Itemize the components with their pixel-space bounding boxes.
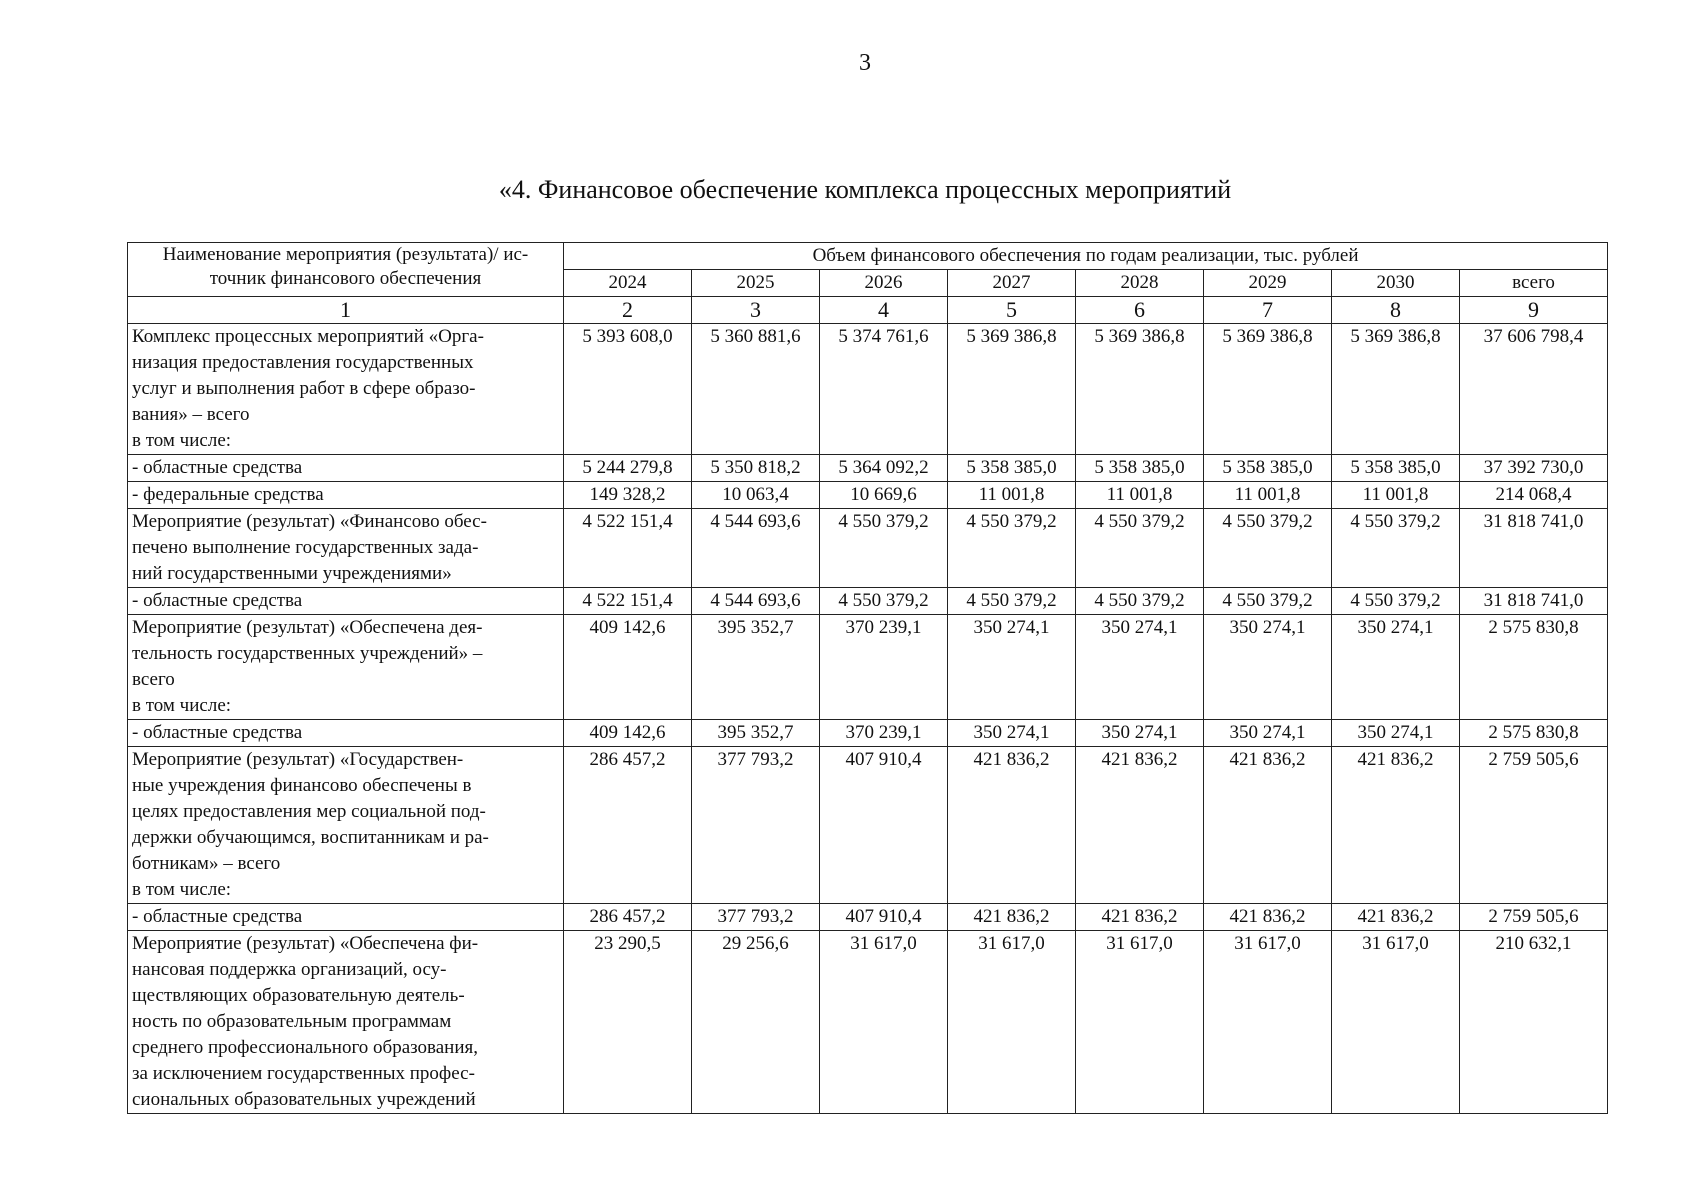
row-name-line: в том числе: (132, 695, 232, 716)
table-row (128, 747, 1608, 904)
row-name-line: низация предоставления государственных (132, 352, 474, 373)
value-cell: 407 910,4 (820, 904, 948, 931)
table-row (128, 509, 1608, 588)
value-cell: 4 550 379,2 (1076, 509, 1204, 588)
row-name-line: Комплекс процессных мероприятий «Орга- (132, 326, 484, 347)
header-name-line: точник финансового обеспечения (209, 268, 482, 289)
header-name-line: Наименование мероприятия (результата)/ ис- (162, 244, 529, 265)
value-cell: 10 669,6 (820, 482, 948, 509)
total-cell: 31 818 741,0 (1460, 588, 1608, 615)
header-year: 2030 (1332, 270, 1460, 297)
row-name-line: Мероприятие (результат) «Государствен- (132, 749, 464, 770)
value-cell: 4 544 693,6 (692, 509, 820, 588)
header-year: 2028 (1076, 270, 1204, 297)
total-cell: 31 818 741,0 (1460, 509, 1608, 588)
value-cell: 5 358 385,0 (1332, 455, 1460, 482)
row-name-line: всего (132, 669, 175, 690)
value-cell: 350 274,1 (948, 720, 1076, 747)
row-name-line: за исключением государственных профес- (132, 1063, 475, 1084)
value-cell: 5 244 279,8 (564, 455, 692, 482)
row-name-cell (128, 509, 564, 588)
row-name-line: среднего профессионального образования, (132, 1037, 478, 1058)
value-cell: 23 290,5 (564, 931, 692, 1114)
value-cell: 377 793,2 (692, 747, 820, 904)
table-row (128, 455, 1608, 482)
value-cell: 409 142,6 (564, 615, 692, 720)
total-cell: 2 759 505,6 (1460, 904, 1608, 931)
row-name-cell (128, 588, 564, 615)
value-cell: 4 550 379,2 (948, 509, 1076, 588)
table-header (128, 243, 1608, 324)
value-cell: 5 369 386,8 (948, 324, 1076, 455)
row-name-line: - областные средства (132, 590, 303, 611)
row-name-cell (128, 931, 564, 1114)
value-cell: 11 001,8 (1076, 482, 1204, 509)
financing-table (127, 242, 1608, 1114)
header-year: 2027 (948, 270, 1076, 297)
value-cell: 10 063,4 (692, 482, 820, 509)
table-row (128, 931, 1608, 1114)
value-cell: 350 274,1 (948, 615, 1076, 720)
total-cell: 37 392 730,0 (1460, 455, 1608, 482)
section-title: «4. Финансовое обеспечение комплекса процессных мероприятий (498, 175, 1232, 204)
column-number: 1 (128, 297, 564, 324)
value-cell: 350 274,1 (1332, 615, 1460, 720)
value-cell: 31 617,0 (948, 931, 1076, 1114)
value-cell: 395 352,7 (692, 615, 820, 720)
value-cell: 370 239,1 (820, 615, 948, 720)
value-cell: 421 836,2 (1204, 904, 1332, 931)
column-number: 6 (1076, 297, 1204, 324)
value-cell: 31 617,0 (820, 931, 948, 1114)
value-cell: 421 836,2 (948, 904, 1076, 931)
table-row (128, 324, 1608, 455)
value-cell: 286 457,2 (564, 904, 692, 931)
table-row (128, 482, 1608, 509)
total-cell: 210 632,1 (1460, 931, 1608, 1114)
row-name-line: ний государственными учреждениями» (132, 563, 452, 584)
value-cell: 11 001,8 (948, 482, 1076, 509)
row-name-line: в том числе: (132, 879, 232, 900)
row-name-line: ность по образовательным программам (132, 1011, 452, 1032)
value-cell: 4 550 379,2 (1204, 588, 1332, 615)
table-row (128, 904, 1608, 931)
value-cell: 5 369 386,8 (1076, 324, 1204, 455)
row-name-cell (128, 455, 564, 482)
row-name-line: печено выполнение государственных зада- (132, 537, 479, 558)
value-cell: 421 836,2 (1332, 747, 1460, 904)
row-name-cell (128, 904, 564, 931)
value-cell: 31 617,0 (1076, 931, 1204, 1114)
value-cell: 4 550 379,2 (820, 588, 948, 615)
row-name-line: - федеральные средства (132, 484, 324, 505)
row-name-cell (128, 720, 564, 747)
value-cell: 29 256,6 (692, 931, 820, 1114)
header-year: 2029 (1204, 270, 1332, 297)
value-cell: 11 001,8 (1332, 482, 1460, 509)
value-cell: 407 910,4 (820, 747, 948, 904)
row-name-line: нансовая поддержка организаций, осу- (132, 959, 447, 980)
row-name-cell (128, 324, 564, 455)
header-name-column (128, 243, 564, 297)
value-cell: 5 374 761,6 (820, 324, 948, 455)
value-cell: 31 617,0 (1332, 931, 1460, 1114)
value-cell: 4 544 693,6 (692, 588, 820, 615)
value-cell: 149 328,2 (564, 482, 692, 509)
header-volume-title: Объем финансового обеспечения по годам реализации, тыс. рублей (564, 243, 1608, 270)
total-cell: 2 575 830,8 (1460, 720, 1608, 747)
row-name-line: держки обучающимся, воспитанникам и ра- (132, 827, 489, 848)
row-name-line: - областные средства (132, 722, 303, 743)
row-name-cell (128, 747, 564, 904)
row-name-cell (128, 615, 564, 720)
value-cell: 350 274,1 (1332, 720, 1460, 747)
row-name-line: в том числе: (132, 430, 232, 451)
value-cell: 421 836,2 (948, 747, 1076, 904)
value-cell: 421 836,2 (1076, 747, 1204, 904)
column-number: 2 (564, 297, 692, 324)
value-cell: 5 369 386,8 (1204, 324, 1332, 455)
table-row (128, 615, 1608, 720)
column-number: 8 (1332, 297, 1460, 324)
value-cell: 5 393 608,0 (564, 324, 692, 455)
value-cell: 4 522 151,4 (564, 588, 692, 615)
value-cell: 5 369 386,8 (1332, 324, 1460, 455)
row-name-line: - областные средства (132, 457, 303, 478)
header-year: 2026 (820, 270, 948, 297)
value-cell: 377 793,2 (692, 904, 820, 931)
value-cell: 350 274,1 (1076, 615, 1204, 720)
value-cell: 4 550 379,2 (1332, 509, 1460, 588)
row-name-line: вания» – всего (132, 404, 250, 425)
row-name-line: Мероприятие (результат) «Обеспечена дея- (132, 617, 483, 638)
row-name-line: ществляющих образовательную деятель- (132, 985, 465, 1006)
value-cell: 4 550 379,2 (1332, 588, 1460, 615)
value-cell: 4 550 379,2 (948, 588, 1076, 615)
column-number: 5 (948, 297, 1076, 324)
column-number: 7 (1204, 297, 1332, 324)
value-cell: 4 550 379,2 (820, 509, 948, 588)
header-total: всего (1460, 270, 1608, 297)
table-row (128, 588, 1608, 615)
total-cell: 2 759 505,6 (1460, 747, 1608, 904)
column-number: 3 (692, 297, 820, 324)
row-name-line: - областные средства (132, 906, 303, 927)
total-cell: 2 575 830,8 (1460, 615, 1608, 720)
value-cell: 4 522 151,4 (564, 509, 692, 588)
row-name-line: Мероприятие (результат) «Финансово обес- (132, 511, 487, 532)
value-cell: 5 358 385,0 (948, 455, 1076, 482)
row-name-line: Мероприятие (результат) «Обеспечена фи- (132, 933, 479, 954)
row-name-line: сиональных образовательных учреждений (132, 1089, 476, 1110)
row-name-line: целях предоставления мер социальной под- (132, 801, 486, 822)
value-cell: 350 274,1 (1204, 720, 1332, 747)
value-cell: 350 274,1 (1204, 615, 1332, 720)
value-cell: 350 274,1 (1076, 720, 1204, 747)
value-cell: 4 550 379,2 (1076, 588, 1204, 615)
value-cell: 5 364 092,2 (820, 455, 948, 482)
value-cell: 11 001,8 (1204, 482, 1332, 509)
value-cell: 5 360 881,6 (692, 324, 820, 455)
value-cell: 421 836,2 (1332, 904, 1460, 931)
value-cell: 4 550 379,2 (1204, 509, 1332, 588)
row-name-line: тельность государственных учреждений» – (132, 643, 483, 664)
value-cell: 395 352,7 (692, 720, 820, 747)
value-cell: 409 142,6 (564, 720, 692, 747)
total-cell: 214 068,4 (1460, 482, 1608, 509)
column-number: 4 (820, 297, 948, 324)
column-number: 9 (1460, 297, 1608, 324)
value-cell: 5 358 385,0 (1204, 455, 1332, 482)
value-cell: 421 836,2 (1076, 904, 1204, 931)
row-name-line: услуг и выполнения работ в сфере образо- (132, 378, 476, 399)
value-cell: 421 836,2 (1204, 747, 1332, 904)
header-year: 2024 (564, 270, 692, 297)
table-row (128, 720, 1608, 747)
row-name-cell (128, 482, 564, 509)
value-cell: 370 239,1 (820, 720, 948, 747)
table-body (128, 324, 1608, 1114)
page-number: 3 (859, 50, 871, 76)
value-cell: 31 617,0 (1204, 931, 1332, 1114)
row-name-line: ные учреждения финансово обеспечены в (132, 775, 472, 796)
header-year: 2025 (692, 270, 820, 297)
value-cell: 5 350 818,2 (692, 455, 820, 482)
total-cell: 37 606 798,4 (1460, 324, 1608, 455)
value-cell: 286 457,2 (564, 747, 692, 904)
row-name-line: ботникам» – всего (132, 853, 281, 874)
value-cell: 5 358 385,0 (1076, 455, 1204, 482)
